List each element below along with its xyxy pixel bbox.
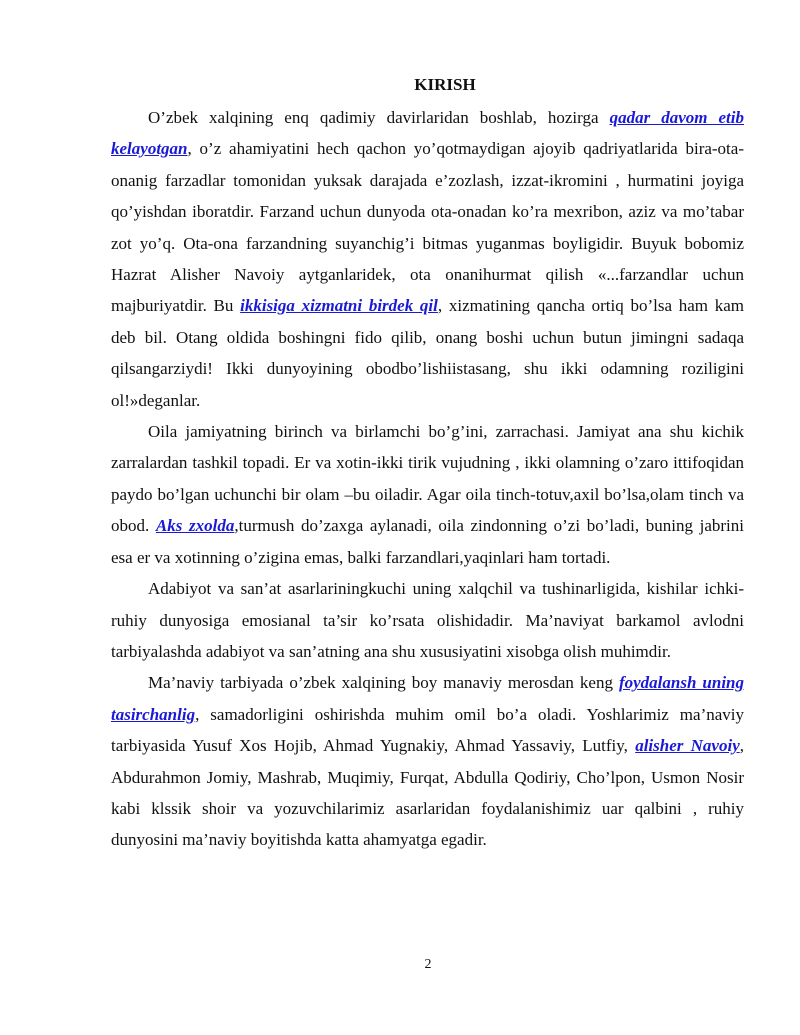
page-number: 2 [424,957,432,972]
body-text [111,102,744,856]
hyperlink[interactable]: ikkisiga xizmatni birdek qil [240,296,438,316]
paragraph [111,573,744,667]
text-segment: Ma’naviy tarbiyada o’zbek xalqining boy manaviy merosdan keng [148,673,619,693]
page-title: KIRISH [414,75,476,94]
paragraph [111,102,744,416]
text-segment: ,turmush do’zaxga aylanadi, oila zindonning o’zi bo’ladi, buning jabrini esa er va xotinning o’zigina emas, balki farzandlari,yaqinlari ham tortadi. [111,516,744,567]
hyperlink[interactable]: qadar davom etib kelayotgan [111,108,744,159]
paragraph [111,667,744,855]
text-segment: Oila jamiyatning birinch va birlamchi bo’g’ini, zarrachasi. Jamiyat ana shu kichik zarralardan tashkil topadi. Er va xotin-ikki tirik vujudning , ikki olamning o’zaro ittifoqidan paydo bo’lgan uchunchi bir olam –bu oiladir. Agar oila tinch-totuv,axil bo’lsa,olam tinch va obod. [111,422,744,536]
hyperlink[interactable]: Aks zxolda [155,516,235,536]
hyperlink[interactable]: alisher Navoiy [635,736,740,756]
hyperlink[interactable]: foydalansh uning tasirchanlig [111,673,744,724]
text-segment: O’zbek xalqining enq qadimiy davirlaridan boshlab, hozirga [148,108,610,127]
paragraph [111,416,744,573]
text-segment: , samadorligini oshirishda muhim omil bo’a oladi. Yoshlarimiz ma’naviy tarbiyasida Yusuf Xos Hojib, Ahmad Yugnakiy, Ahmad Yassaviy, Lutfiy, [111,704,744,756]
text-segment: , Abdurahmon Jomiy, Mashrab, Muqimiy, Furqat, Abdulla Qodiriy, Cho’lpon, Usmon Nosir kabi klssik shoir va yozuvchilarimiz asarlaridan foydalanishimiz uar qalbini , ruhiy dunyosini ma’naviy boyitishda katta ahamyatga egadir. [111,736,744,850]
text-segment: , o’z ahamiyatini hech qachon yo’qotmaydigan ajoyib qadriyatlarida bira-ota-onanig farzadlar tomonidan yuksak darajada e’zozlash, izzat-ikromini , hurmatini joyiga qo’yishdan iboratdir. Farzand uchun dunyoda ota-onadan ko’ra mexribon, aziz va mo’tabar zot yo’q. Ota-ona farzandning suyanchig’i bitmas yuganmas boyligidir. Buyuk bobomiz Hazrat Alisher Navoiy aytganlaridek, ota onanihurmat qilish «...farzandlar uchun majburiyatdir. Bu [111,139,744,316]
text-segment: , xizmatining qancha ortiq bo’lsa ham kam deb bil. Otang oldida boshingni fido qilib, onang boshi uchun butun jimingni sadaqa qilsangarziydi! Ikki dunyoyining obodbo’lishiistasang, shu ikki odamning roziligini ol!»deganlar. [111,296,744,410]
text-segment: Adabiyot va san’at asarlariningkuchi uning xalqchil va tushinarligida, kishilar ichki-ruhiy dunyosiga emosianal ta’sir ko’rsata olishidadir. Ma’naviyat barkamol avlodni tarbiyalashda adabiyot va san’atning ana shu xususiyatini xisobga olish muhimdir. [111,579,744,661]
